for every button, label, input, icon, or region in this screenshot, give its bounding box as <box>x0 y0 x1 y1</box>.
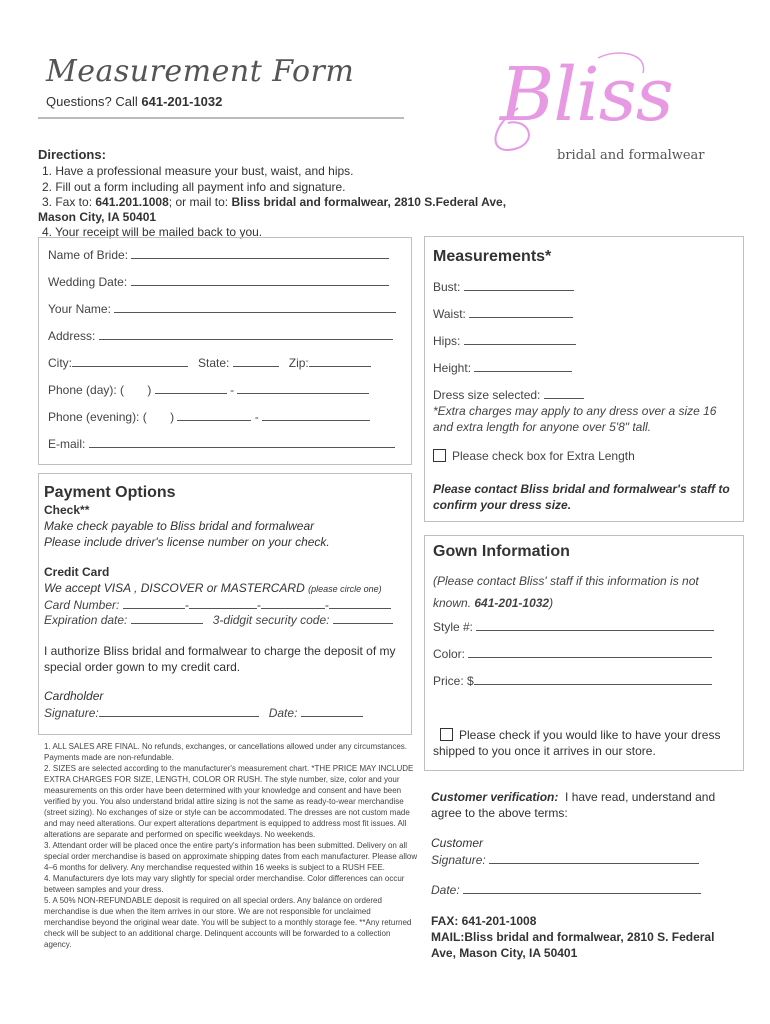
customer-signature-field[interactable]: Signature: <box>431 852 699 867</box>
height-line[interactable] <box>474 360 572 372</box>
customer-date-field[interactable]: Date: <box>431 882 701 897</box>
email-field[interactable]: E-mail: <box>48 436 395 451</box>
card-number-part-3[interactable] <box>261 597 325 609</box>
phone-day-prefix-line[interactable] <box>155 382 227 394</box>
term-1: 1. ALL SALES ARE FINAL. No refunds, exchanges, or cancellations allowed under any circumstances. Payments made are non-refundable. <box>44 742 408 762</box>
term-2: 2. SIZES are selected according to the manufacturer's measurement chart. *THE PRICE MAY INCLUDE EXTRA CHARGES FOR SIZE, LENGTH, COLOR OR RUSH. The style number, size, color and your measurements on this order have been determined with your knowledge and consent and have been verified by you. You also understand bridal attire sizing is not the same as ready-to-wear merchandise (street sizing). No exchanges of size or style can be accommodated. The dresses are not custom made and may need alterations. Our expert alterations department is equipped to address most fit issues. All alterations are separate and performed on specific weekdays. No weekends. <box>44 764 414 839</box>
bust-line[interactable] <box>464 279 574 291</box>
form-title: Measurement Form <box>46 54 355 89</box>
phone-evening-prefix-line[interactable] <box>177 409 251 421</box>
city-line[interactable] <box>72 355 188 367</box>
card-number-part-2[interactable] <box>189 597 257 609</box>
hips-field[interactable]: Hips: <box>433 333 576 348</box>
cardholder-signature-line[interactable] <box>99 705 259 717</box>
direction-step-2: 2. Fill out a form including all payment info and signature. <box>42 180 346 194</box>
phone-evening-number-line[interactable] <box>262 409 370 421</box>
direction-step-3-city: Mason City, IA 50401 <box>38 210 157 224</box>
card-number-part-1[interactable] <box>123 597 185 609</box>
customer-info-box <box>38 237 412 465</box>
address-field[interactable]: Address: <box>48 328 393 343</box>
extra-charges-note: *Extra charges may apply to any dress over a size 16 and extra length for anyone over 5'8" tall. <box>433 404 717 434</box>
extra-length-checkbox[interactable] <box>433 449 446 462</box>
ship-option[interactable]: Please check if you would like to have your dress shipped to you once it arrives in our store. <box>433 728 721 758</box>
price-line[interactable] <box>474 673 712 685</box>
color-line[interactable] <box>468 646 712 658</box>
customer-signature-line[interactable] <box>489 852 699 864</box>
authorize-text: I authorize Bliss bridal and formalwear to charge the deposit of my special order gown to my credit card. <box>44 644 396 674</box>
credit-card-heading: Credit Card <box>44 565 110 579</box>
logo-wordmark: Bliss <box>500 52 673 138</box>
state-line[interactable] <box>233 355 279 367</box>
email-line[interactable] <box>89 436 395 448</box>
gown-note: (Please contact Bliss' staff if this information is not known. 641-201-1032) <box>433 574 699 610</box>
footer-mail-line-1: MAIL:Bliss bridal and formalwear, 2810 S. Federal <box>431 930 715 944</box>
direction-step-3: 3. Fax to: 641.201.1008; or mail to: Bliss bridal and formalwear, 2810 S.Federal Ave, <box>42 195 507 209</box>
your-name-field[interactable]: Your Name: <box>48 301 396 316</box>
height-field[interactable]: Height: <box>433 360 572 375</box>
style-line[interactable] <box>476 619 714 631</box>
check-line-2: Please include driver's license number on your check. <box>44 535 330 549</box>
cardholder-label: Cardholder <box>44 689 104 703</box>
wedding-date-line[interactable] <box>131 274 389 286</box>
color-field[interactable]: Color: <box>433 646 712 661</box>
footer-fax: FAX: 641-201-1008 <box>431 914 537 928</box>
direction-step-4: 4. Your receipt will be mailed back to you. <box>42 225 263 239</box>
cardholder-date-line[interactable] <box>301 705 363 717</box>
card-number-part-4[interactable] <box>329 597 391 609</box>
dress-size-field[interactable]: Dress size selected: <box>433 387 584 402</box>
security-code-line[interactable] <box>333 612 393 624</box>
style-field[interactable]: Style #: <box>433 619 714 634</box>
your-name-line[interactable] <box>114 301 396 313</box>
bust-field[interactable]: Bust: <box>433 279 574 294</box>
customer-label: Customer <box>431 836 484 850</box>
dress-size-line[interactable] <box>544 387 584 399</box>
hips-line[interactable] <box>464 333 576 345</box>
card-number-field[interactable]: Card Number: - - - <box>44 597 391 612</box>
directions-heading: Directions: <box>38 147 106 162</box>
check-heading: Check** <box>44 503 90 517</box>
term-4: 4. Manufacturers dye lots may vary slightly for special order merchandise. Color differences can occur between samples and your dress. <box>44 874 405 894</box>
expiration-line[interactable] <box>131 612 203 624</box>
customer-date-line[interactable] <box>463 882 701 894</box>
gown-heading: Gown Information <box>433 543 570 560</box>
expiration-field[interactable]: Expiration date: 3-didgit security code: <box>44 612 393 627</box>
questions-phone: 641-201-1032 <box>141 94 223 109</box>
credit-card-accept: We accept VISA , DISCOVER or MASTERCARD (please circle one) <box>44 581 382 595</box>
bride-name-field[interactable]: Name of Bride: <box>48 247 389 262</box>
wedding-date-field[interactable]: Wedding Date: <box>48 274 389 289</box>
term-5: 5. A 50% NON-REFUNDABLE deposit is required on all special orders. Any balance on ordered merchandise is due when the item arrives in our store. We are not responsible for unclaimed merchandise beyond the original wear date. You will be subject to a monthly storage fee. **Any returned check will be subject to an additional charge. Delinquent accounts will be forwarded to a collection agency. <box>44 896 412 949</box>
measurements-heading: Measurements* <box>433 248 552 265</box>
check-line-1: Make check payable to Bliss bridal and formalwear <box>44 519 315 533</box>
term-3: 3. Attendant order will be placed once the entire party's information has been submitted. Delivery on all special order merchandise is based on approximate shipping dates from each manufacturer. Please allow 4–6 months for delivery. Any merchandise requested within 16 weeks is subject to a RUSH FEE. <box>44 841 418 872</box>
terms-list <box>44 741 418 950</box>
waist-line[interactable] <box>469 306 573 318</box>
cardholder-signature-field[interactable]: Signature: Date: <box>44 705 363 720</box>
city-state-zip-field[interactable]: City: State: Zip: <box>48 355 371 370</box>
phone-day-field[interactable]: Phone (day): ( ) - <box>48 382 369 397</box>
phone-day-number-line[interactable] <box>237 382 369 394</box>
questions-line: Questions? Call 641-201-1032 <box>46 94 223 109</box>
footer-mail-line-2: Ave, Mason City, IA 50401 <box>431 946 578 960</box>
customer-verification: Customer verification: I have read, understand and agree to the above terms: <box>431 790 716 820</box>
zip-line[interactable] <box>309 355 371 367</box>
ship-checkbox[interactable] <box>440 728 453 741</box>
payment-heading: Payment Options <box>44 484 176 501</box>
price-field[interactable]: Price: $ <box>433 673 712 688</box>
direction-step-1: 1. Have a professional measure your bust, waist, and hips. <box>42 164 354 178</box>
contact-staff-note: Please contact Bliss bridal and formalwear's staff to confirm your dress size. <box>433 482 730 512</box>
phone-evening-field[interactable]: Phone (evening): ( ) - <box>48 409 370 424</box>
address-line[interactable] <box>99 328 393 340</box>
waist-field[interactable]: Waist: <box>433 306 573 321</box>
bride-name-line[interactable] <box>131 247 389 259</box>
title-divider <box>38 117 404 119</box>
logo-tagline: bridal and formalwear <box>557 148 705 163</box>
extra-length-option[interactable]: Please check box for Extra Length <box>433 449 635 463</box>
